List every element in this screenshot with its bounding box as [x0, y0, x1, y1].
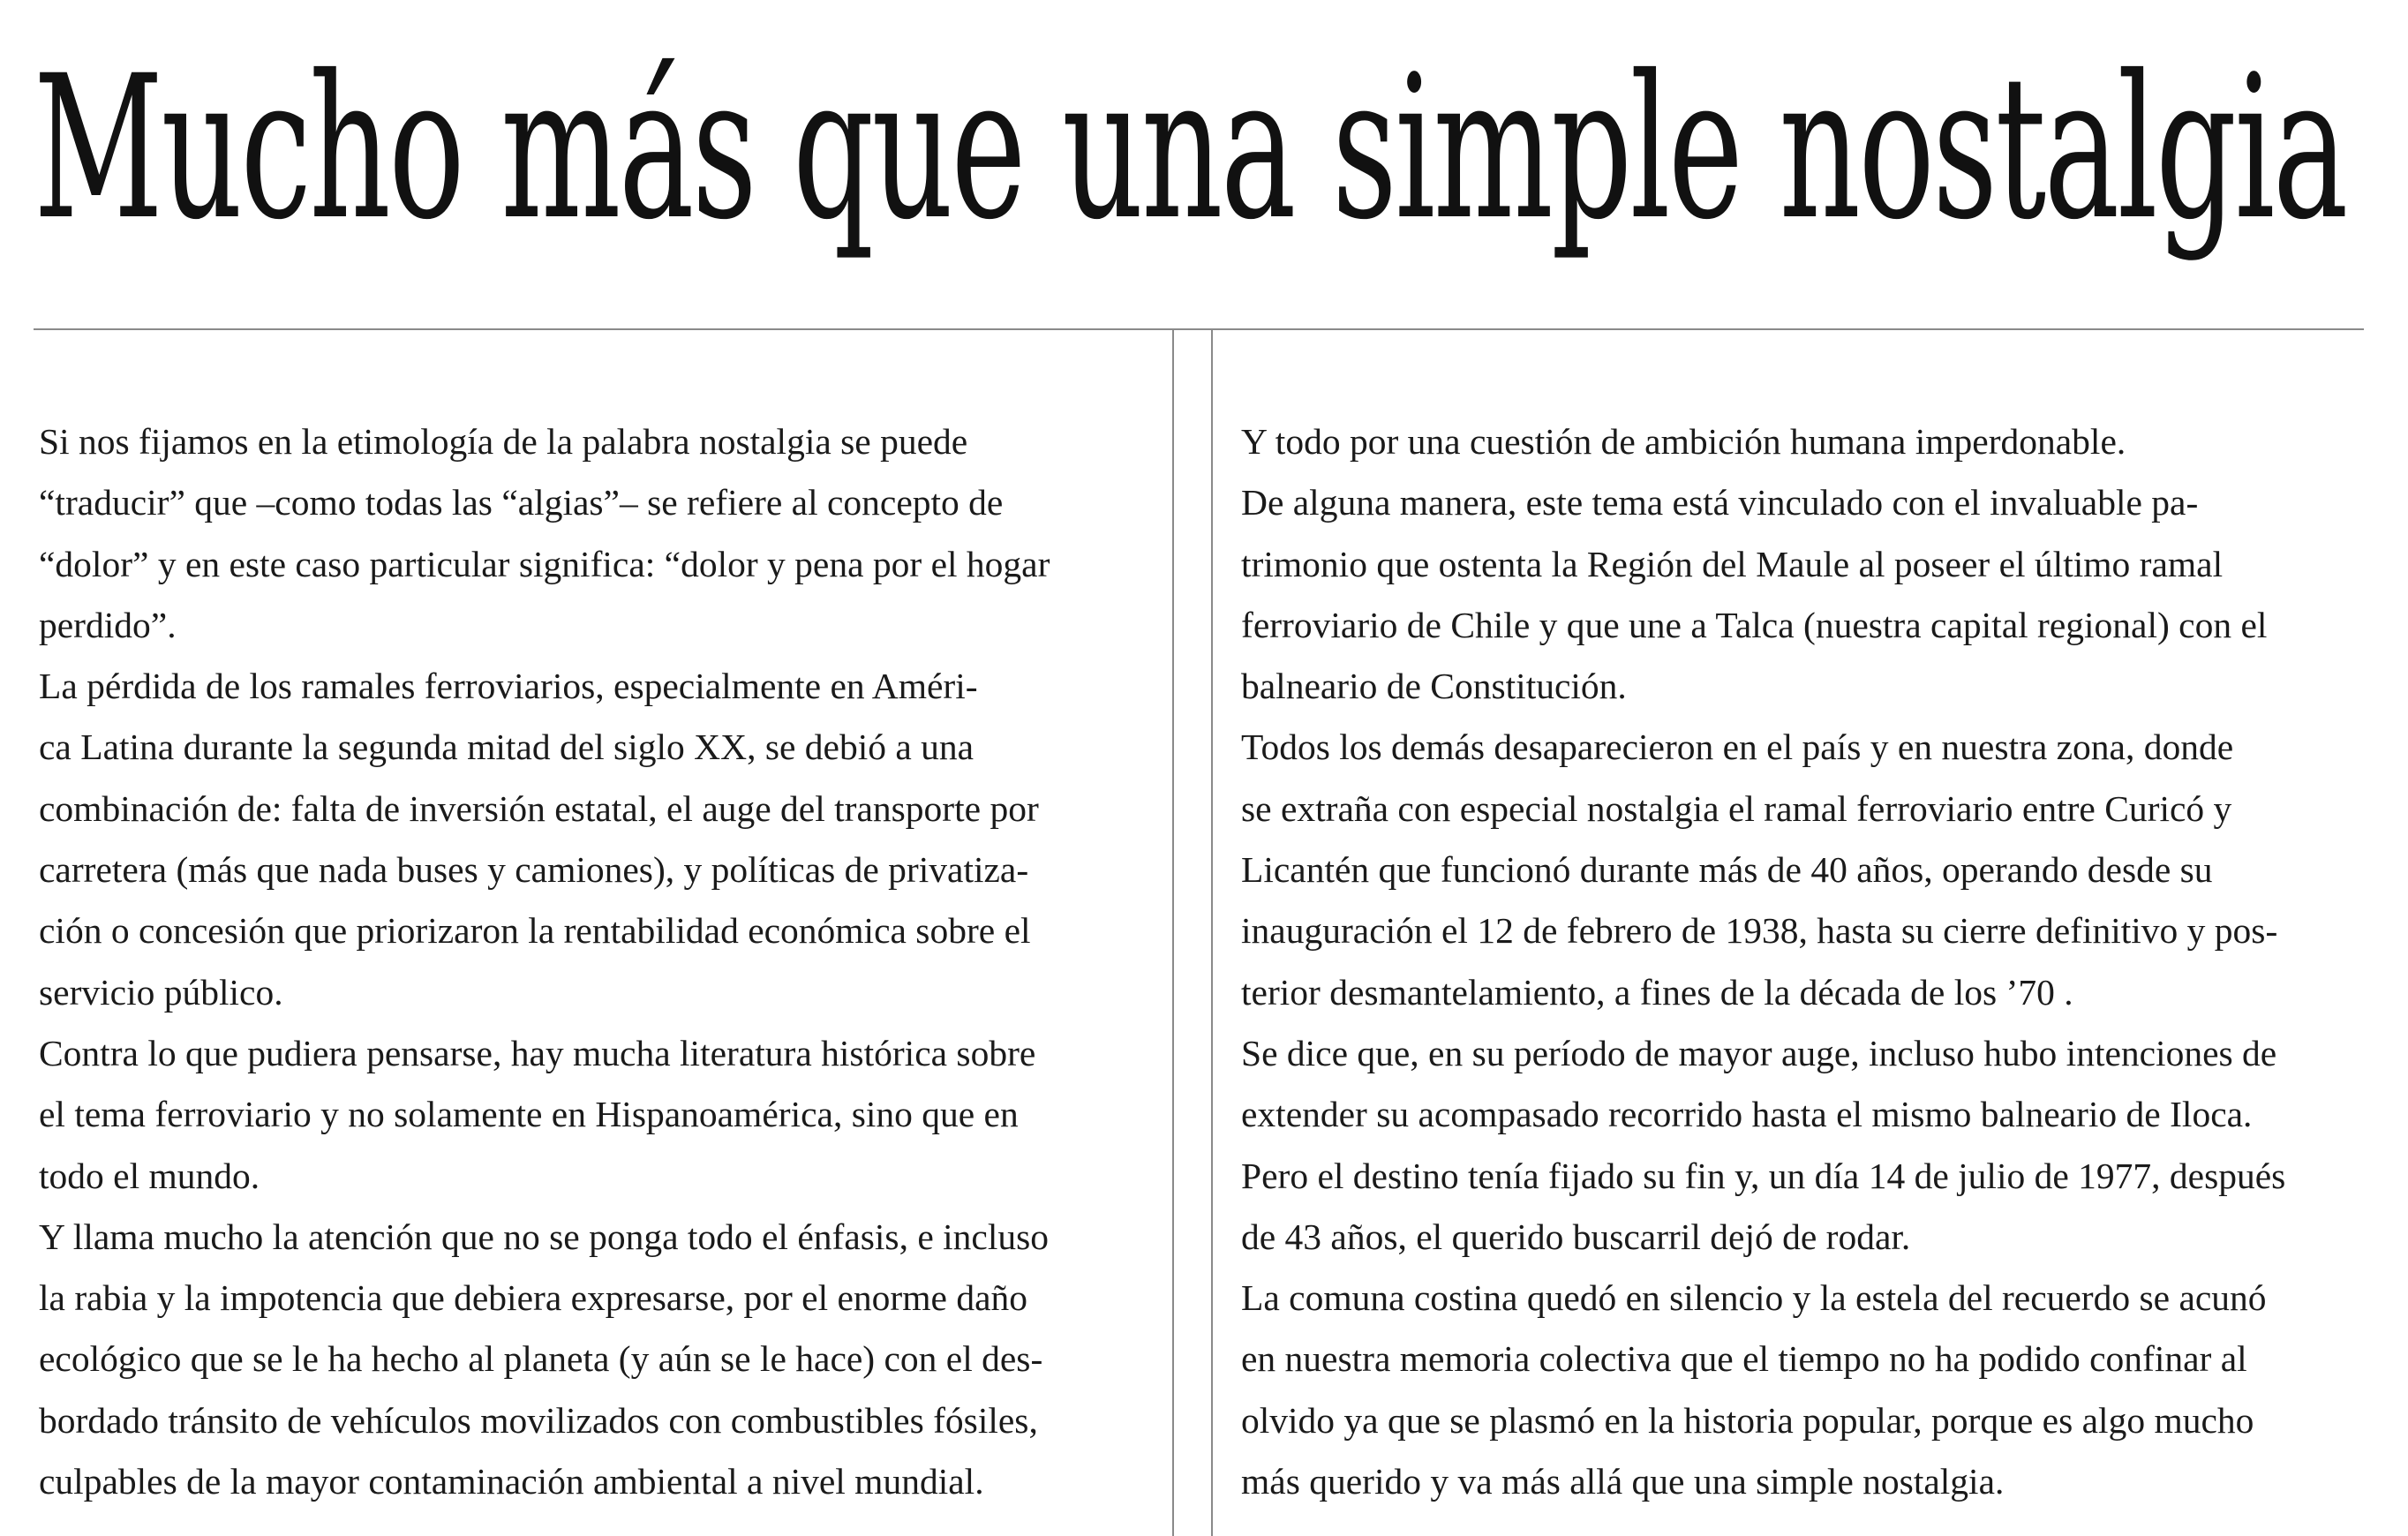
text-line: de 43 años, el querido buscarril dejó de rodar. — [1241, 1216, 1911, 1257]
text-line: ción o concesión que priorizaron la rentabilidad económica sobre el — [39, 910, 1031, 952]
text-line: carretera (más que nada buses y camiones), y políticas de privatiza- — [39, 849, 1029, 891]
text-line: “traducir” que –como todas las “algias”– se refiere al concepto de — [39, 482, 1004, 523]
text-line: el tema ferroviario y no solamente en Hispanoamérica, sino que en — [39, 1094, 1019, 1135]
column-divider-right — [1211, 330, 1213, 1536]
paragraph — [1241, 472, 2389, 717]
text-line: Y llama mucho la atención que no se ponga todo el énfasis, e incluso — [39, 1216, 1050, 1257]
text-line: inauguración el 12 de febrero de 1938, hasta su cierre definitivo y pos- — [1241, 910, 2278, 952]
paragraph — [1241, 717, 2389, 1022]
text-line: extender su acompasado recorrido hasta el mismo balneario de Iloca. — [1241, 1094, 2253, 1135]
text-line: De alguna manera, este tema está vinculado con el invaluable pa- — [1241, 482, 2199, 523]
right-column — [1241, 411, 2389, 1512]
text-line: se extraña con especial nostalgia el ramal ferroviario entre Curicó y — [1241, 787, 2232, 829]
text-line: ecológico que se le ha hecho al planeta (y aún se le hace) con el des- — [39, 1338, 1043, 1380]
text-line: trimonio que ostenta la Región del Maule al poseer el último ramal — [1241, 543, 2224, 584]
text-line: olvido ya que se plasmó en la historia popular, porque es algo mucho — [1241, 1399, 2254, 1441]
text-line: la rabia y la impotencia que debiera expresarse, por el enorme daño — [39, 1277, 1027, 1319]
text-line: ferroviario de Chile y que une a Talca (nuestra capital regional) con el — [1241, 604, 2268, 645]
text-line: Contra lo que pudiera pensarse, hay mucha literatura histórica sobre — [39, 1032, 1036, 1073]
text-line: servicio público. — [39, 971, 283, 1013]
text-line: Todos los demás desaparecieron en el país y en nuestra zona, donde — [1241, 727, 2234, 768]
text-line: bordado tránsito de vehículos movilizados con combustibles fósiles, — [39, 1399, 1038, 1441]
text-line: combinación de: falta de inversión estatal, el auge del transporte por — [39, 787, 1039, 829]
text-line: terior desmantelamiento, a fines de la década de los ’70 . — [1241, 971, 2073, 1013]
text-line: más querido y va más allá que una simple nostalgia. — [1241, 1461, 2005, 1502]
text-line: “dolor” y en este caso particular significa: “dolor y pena por el hogar — [39, 543, 1050, 584]
column-divider-left — [1172, 330, 1174, 1536]
text-line: balneario de Constitución. — [1241, 666, 1627, 707]
paragraph — [1241, 411, 2389, 472]
text-line: La pérdida de los ramales ferroviarios, especialmente en Améri- — [39, 666, 978, 707]
text-line: perdido”. — [39, 604, 177, 645]
text-line: culpables de la mayor contaminación ambiental a nivel mundial. — [39, 1461, 984, 1502]
headline-divider — [34, 328, 2364, 330]
text-line: todo el mundo. — [39, 1155, 260, 1196]
text-line: La comuna costina quedó en silencio y la estela del recuerdo se acunó — [1241, 1277, 2267, 1319]
left-column — [39, 411, 1142, 1512]
text-line: Pero el destino tenía fijado su fin y, un día 14 de julio de 1977, después — [1241, 1155, 2286, 1196]
text-line: ca Latina durante la segunda mitad del siglo XX, se debió a una — [39, 727, 974, 768]
paragraph — [1241, 1023, 2389, 1146]
text-line: en nuestra memoria colectiva que el tiempo no ha podido confinar al — [1241, 1338, 2247, 1380]
paragraph — [1241, 1268, 2389, 1512]
text-line: Se dice que, en su período de mayor auge, incluso hubo intenciones de — [1241, 1032, 2277, 1073]
paragraph — [39, 1207, 1142, 1512]
article-headline: Mucho más que una simple nostalgia — [34, 33, 2346, 263]
paragraph — [39, 1023, 1142, 1207]
paragraph — [1241, 1146, 2389, 1269]
paragraph — [39, 656, 1142, 1023]
text-line: Y todo por una cuestión de ambición humana imperdonable. — [1241, 421, 2126, 462]
text-line: Licantén que funcionó durante más de 40 años, operando desde su — [1241, 849, 2213, 891]
text-line: Si nos fijamos en la etimología de la palabra nostalgia se puede — [39, 421, 968, 462]
paragraph — [39, 411, 1142, 656]
